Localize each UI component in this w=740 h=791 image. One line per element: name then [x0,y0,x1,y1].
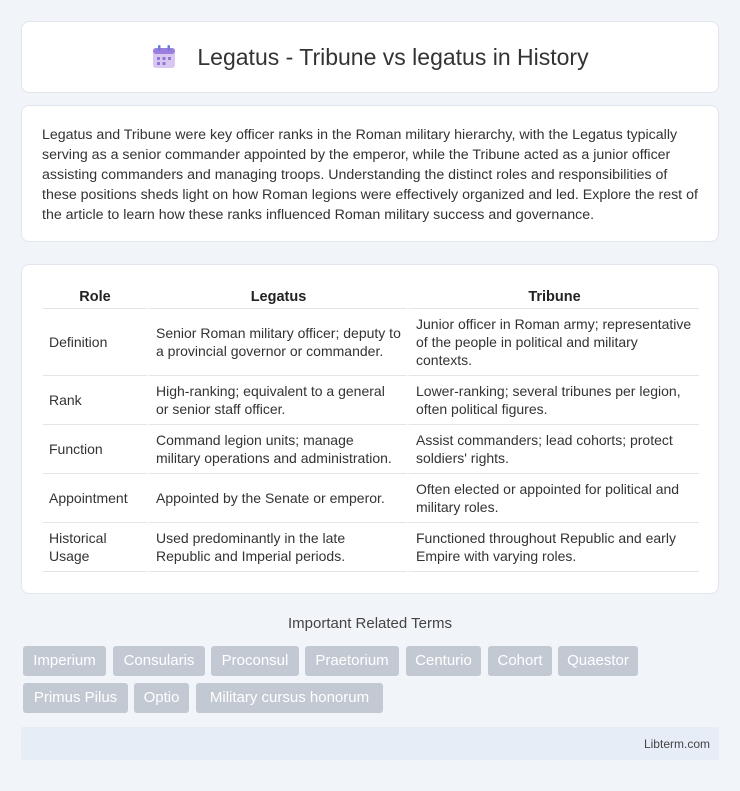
row-label: Function [43,425,147,474]
legatus-cell: High-ranking; equivalent to a general or senior staff officer. [147,376,407,425]
tag-military-cursus-honorum[interactable]: Military cursus honorum [196,683,383,713]
header-card [21,21,719,93]
row-label: Rank [43,376,147,425]
tag-primus-pilus[interactable]: Primus Pilus [23,683,128,713]
table-row [43,523,699,572]
table-header-row [43,284,699,309]
legatus-cell: Appointed by the Senate or emperor. [147,474,407,523]
row-label: Historical Usage [43,523,147,572]
table-row [43,376,699,425]
header-tribune: Tribune [407,284,699,309]
comparison-table [43,284,699,572]
tribune-cell: Assist commanders; lead cohorts; protect soldiers' rights. [407,425,699,474]
tag-optio[interactable]: Optio [134,683,189,713]
tag-imperium[interactable]: Imperium [23,646,106,676]
header-legatus: Legatus [147,284,407,309]
tag-cohort[interactable]: Cohort [488,646,552,676]
tribune-cell: Often elected or appointed for political and military roles. [407,474,699,523]
table-row [43,425,699,474]
intro-card [21,105,719,242]
tag-centurio[interactable]: Centurio [406,646,481,676]
tag-proconsul[interactable]: Proconsul [211,646,299,676]
page-title: Legatus - Tribune vs legatus in History [197,43,589,70]
tag-quaestor[interactable]: Quaestor [558,646,638,676]
row-label: Appointment [43,474,147,523]
legatus-cell: Used predominantly in the late Republic and Imperial periods. [147,523,407,572]
related-terms-title: Important Related Terms [288,615,452,632]
intro-text: Legatus and Tribune were key officer ranks in the Roman military hierarchy, with the Legatus typically serving as a senior commander appointed by the emperor, while the Tribune acted as a junior officer assisting commanders and managing troops. Understanding the distinct roles and responsibilities of these positions sheds light on how Roman legions were effectively organized and led. Explore the rest of the article to learn how these ranks influenced Roman military success and governance. [42,127,698,223]
legatus-cell: Command legion units; manage military operations and administration. [147,425,407,474]
tag-praetorium[interactable]: Praetorium [305,646,399,676]
tribune-cell: Functioned throughout Republic and early Empire with varying roles. [407,523,699,572]
calendar-icon [151,44,177,70]
table-row [43,474,699,523]
footer [21,727,719,760]
header-role: Role [43,284,147,309]
table-row [43,309,699,376]
row-label: Definition [43,309,147,376]
footer-site-link[interactable]: Libterm.com [643,737,710,751]
tribune-cell: Lower-ranking; several tribunes per legion, often political figures. [407,376,699,425]
comparison-table-card [21,264,719,594]
legatus-cell: Senior Roman military officer; deputy to a provincial governor or commander. [147,309,407,376]
tag-consularis[interactable]: Consularis [113,646,205,676]
tribune-cell: Junior officer in Roman army; representative of the people in political and military contexts. [407,309,699,376]
